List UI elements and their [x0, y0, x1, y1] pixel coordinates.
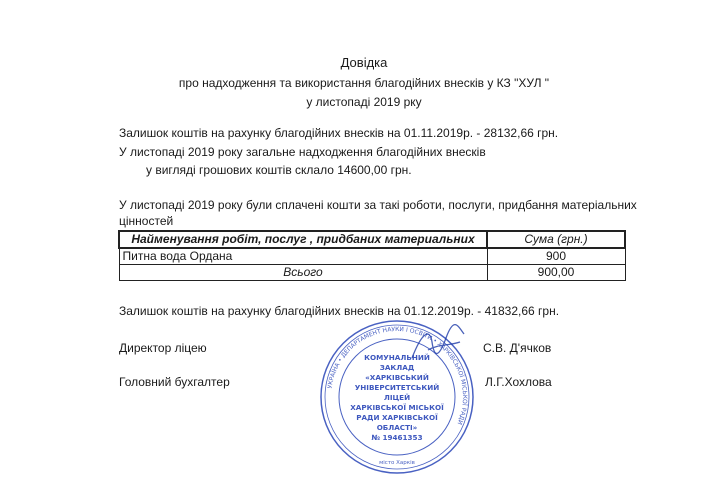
- expenses-table: [118, 230, 626, 281]
- svg-text:ЛІЦЕЙ: ЛІЦЕЙ: [383, 393, 411, 402]
- document-subtitle-line1: про надходження та використання благодійних внесків у КЗ "ХУЛ ": [178, 76, 550, 90]
- spent-text-line1: У листопаді 2019 року були сплачені кошти за такі роботи, послуги, придбання матеріальних: [119, 198, 637, 212]
- director-name: С.В. Д'ячков: [483, 341, 552, 355]
- table-total-value: 900,00: [487, 265, 625, 281]
- table-cell-sum: 900: [487, 248, 625, 265]
- accountant-name: Л.Г.Хохлова: [485, 375, 552, 389]
- document-title: Довідка: [340, 55, 388, 70]
- table-total-row: [119, 265, 625, 281]
- director-label: Директор ліцею: [119, 341, 207, 355]
- document-subtitle-line2: у листопаді 2019 рку: [306, 95, 422, 109]
- svg-text:ЗАКЛАД: ЗАКЛАД: [379, 363, 415, 372]
- handwritten-signature: [408, 324, 468, 364]
- svg-text:ХАРКІВСЬКОЇ МІСЬКОЇ: ХАРКІВСЬКОЇ МІСЬКОЇ: [350, 403, 444, 412]
- balance-end-text: Залишок коштів на рахунку благодійних внесків на 01.12.2019р. - 41832,66 грн.: [119, 304, 560, 318]
- table-header-row: [119, 231, 625, 248]
- table-row: [119, 248, 625, 265]
- svg-text:РАДИ ХАРКІВСЬКОЇ: РАДИ ХАРКІВСЬКОЇ: [356, 413, 438, 422]
- spent-text-line2: цінностей: [119, 214, 174, 228]
- accountant-label: Головний бухгалтер: [119, 375, 230, 389]
- table-cell-name: Питна вода Ордана: [119, 248, 487, 265]
- receipts-text-line1: У листопаді 2019 року загальне надходження благодійних внесків: [119, 145, 486, 159]
- svg-text:ОБЛАСТІ»: ОБЛАСТІ»: [376, 423, 418, 432]
- svg-text:місто Харків: місто Харків: [379, 460, 415, 466]
- table-header-name: Найменування робіт, послуг , придбаних материальних: [119, 231, 487, 248]
- balance-start-text: Залишок коштів на рахунку благодійних внесків на 01.11.2019р. - 28132,66 грн.: [119, 126, 559, 140]
- svg-text:УНІВЕРСИТЕТСЬКИЙ: УНІВЕРСИТЕТСЬКИЙ: [354, 383, 440, 392]
- svg-text:№ 19461353: № 19461353: [371, 433, 423, 442]
- svg-text:КОМУНАЛЬНИЙ: КОМУНАЛЬНИЙ: [364, 353, 430, 362]
- table-total-label: Всього: [119, 265, 487, 281]
- receipts-text-line2: у вигляді грошових коштів склало 14600,00 грн.: [146, 163, 412, 177]
- svg-text:УКРАЇНА • ДЕПАРТАМЕНТ НАУКИ І: УКРАЇНА • ДЕПАРТАМЕНТ НАУКИ І ОСВІТИ • ХАРКІВСЬКОЇ МІСЬКОЇ РАДИ: [326, 325, 469, 426]
- table-header-sum: Сума (грн.): [487, 231, 625, 248]
- svg-text:«ХАРКІВСЬКИЙ: «ХАРКІВСЬКИЙ: [365, 373, 429, 382]
